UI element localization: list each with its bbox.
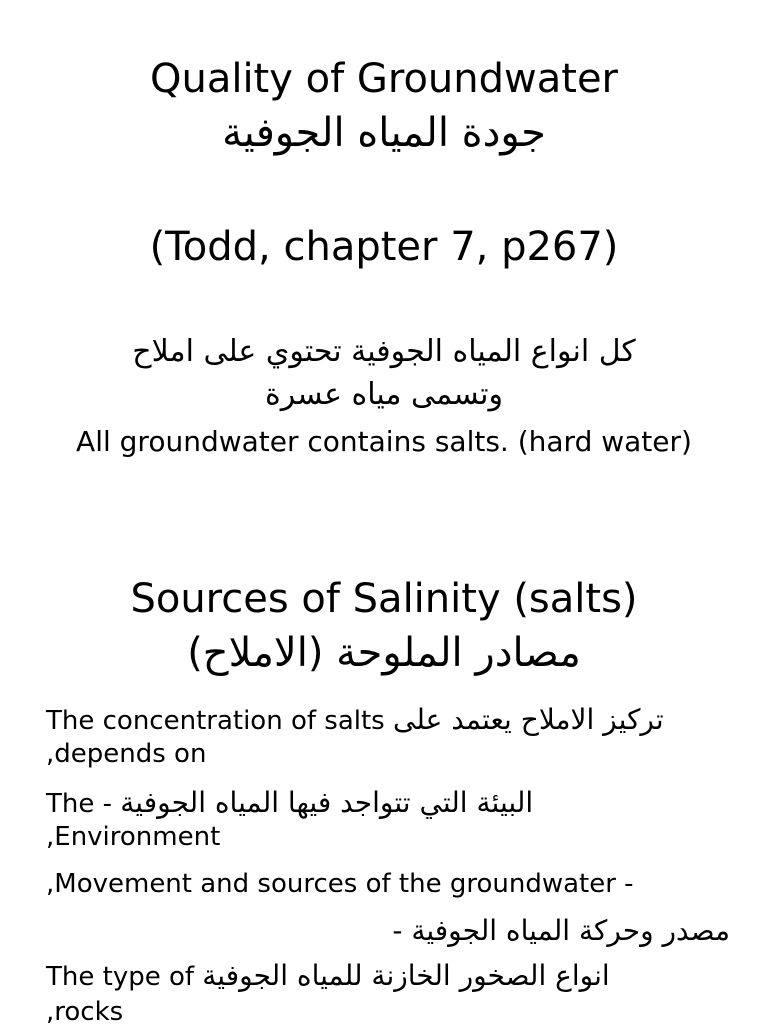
- concentration-continuation: ,depends on: [46, 739, 207, 769]
- intro-arabic-line-2: وتسمى مياه عسرة: [265, 377, 503, 412]
- movement-arabic: مصدر وحركة المياه الجوفية -: [392, 914, 730, 947]
- title-english: Quality of Groundwater: [149, 56, 618, 102]
- environment-arabic: البيئة التي تتواجد فيها المياه الجوفية: [120, 786, 534, 819]
- concentration-arabic: تركيز الاملاح يعتمد على: [393, 703, 664, 736]
- intro-english: All groundwater contains salts. (hard water): [76, 425, 692, 458]
- rocks-english: The type of: [46, 962, 195, 992]
- rocks-arabic: انواع الصخور الخازنة للمياه الجوفية: [202, 959, 610, 992]
- environment-continuation: ,Environment: [46, 822, 221, 852]
- concentration-line: [46, 704, 706, 737]
- intro-arabic-line-1: كل انواع المياه الجوفية تحتوي على املاح: [132, 334, 636, 369]
- rocks-continuation: ,rocks: [46, 997, 124, 1027]
- environment-line: [46, 787, 606, 820]
- title-arabic: جودة المياه الجوفية: [222, 110, 546, 156]
- sources-title-arabic: مصادر الملوحة (الاملاح): [187, 630, 581, 676]
- movement-english: ,Movement and sources of the groundwater -: [46, 869, 634, 899]
- concentration-english: The concentration of salts: [46, 706, 385, 736]
- rocks-line: [46, 960, 666, 993]
- reference-citation: (Todd, chapter 7, p267): [149, 224, 619, 270]
- sources-title-english: Sources of Salinity (salts): [130, 576, 638, 622]
- environment-english: The -: [46, 789, 113, 819]
